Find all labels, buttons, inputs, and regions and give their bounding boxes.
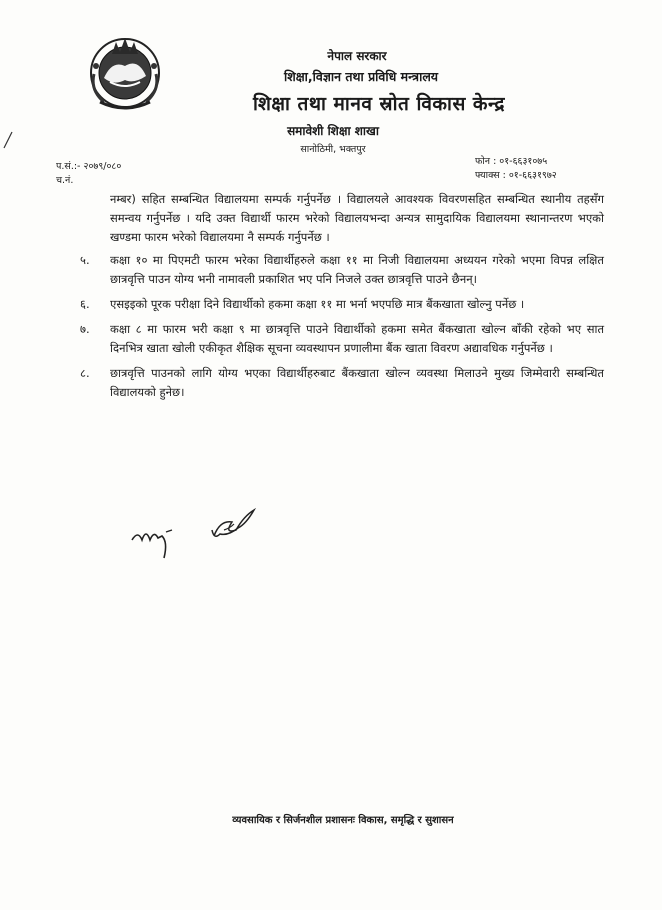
letter-body — [60, 190, 604, 408]
margin-mark-icon — [2, 130, 14, 150]
continuation-paragraph: नम्बर) सहित सम्बन्धित विद्यालयमा सम्पर्क गर्नुपर्नेछ । विद्यालयले आवश्यक विवरणसहित सम्बन्धित स्थानीय तहसँग समन्वय गर्नुपर्नेछ । यदि उक्त विद्यार्थी फारम भरेको विद्यालयभन्दा अन्यत्र सामुदायिक विद्यालयमा स्थानान्तरण भएको खण्डमा फारम भरेको विद्यालयमा नै सम्पर्क गर्नुपर्नेछ । — [110, 192, 604, 244]
contact-block — [475, 155, 557, 183]
letter-number: प.सं.:- २०७९/०८० — [56, 161, 122, 172]
fax-number: फ्याक्स : ०१-६६३१९७२ — [475, 170, 557, 181]
item-number: ७. — [80, 322, 90, 336]
signature-image — [128, 500, 268, 560]
government-name: नेपाल सरकार — [327, 49, 387, 63]
list-item — [60, 295, 604, 314]
list-item — [60, 320, 604, 358]
item-text: कक्षा १० मा पिएमटी फारम भरेका विद्यार्थीहरुले कक्षा ११ मा निजी विद्यालयमा अध्ययन गरेको भएमा विपन्न लक्षित छात्रवृत्ति पाउन योग्य भनी नामावली प्रकाशित भए पनि निजले उक्त छात्रवृत्ति पाउने छैनन्। — [110, 253, 604, 286]
item-number: ८. — [80, 366, 90, 380]
item-text: छात्रवृत्ति पाउनको लागि योग्य भएका विद्यार्थीहरुबाट बैंकखाता खोल्न व्यवस्था मिलाउने मुख्य जिम्मेवारी सम्बन्धित विद्यालयको हुनेछ। — [110, 366, 604, 399]
item-text: कक्षा ८ मा फारम भरी कक्षा ९ मा छात्रवृत्ति पाउने विद्यार्थीको हकमा समेत बैंकखाता खोल्न बाँकी रहेको भए सात दिनभित्र खाता खोली एकीकृत शैक्षिक सूचना व्यवस्थापन प्रणालीमा बैंक खाता विवरण अद्यावधिक गर्नुपर्नेछ । — [110, 322, 604, 355]
item-number: ६. — [80, 297, 90, 311]
list-item — [60, 251, 604, 289]
list-item — [60, 364, 604, 402]
section-name: समावेशी शिक्षा शाखा — [287, 124, 379, 138]
ministry-name: शिक्षा,विज्ञान तथा प्रविधि मन्त्रालय — [283, 69, 439, 84]
reference-block — [56, 160, 121, 188]
dispatch-number: च.नं. — [56, 175, 74, 186]
item-text: एसइइको पूरक परीक्षा दिने विद्यार्थीको हकमा कक्षा ११ मा भर्ना भएपछि मात्र बैंकखाता खोल्नु पर्नेछ । — [110, 297, 525, 311]
centre-name: शिक्षा तथा मानव स्रोत विकास केन्द्र — [253, 93, 505, 115]
footer-motto: व्यवसायिक र सिर्जनशील प्रशासनः विकास, समृद्धि र सुशासन — [232, 815, 454, 826]
item-number: ५. — [80, 253, 90, 267]
office-address: सानोठिमी, भक्तपुर — [300, 144, 366, 155]
phone-number: फोन : ०१-६६३१०७५ — [475, 156, 548, 167]
